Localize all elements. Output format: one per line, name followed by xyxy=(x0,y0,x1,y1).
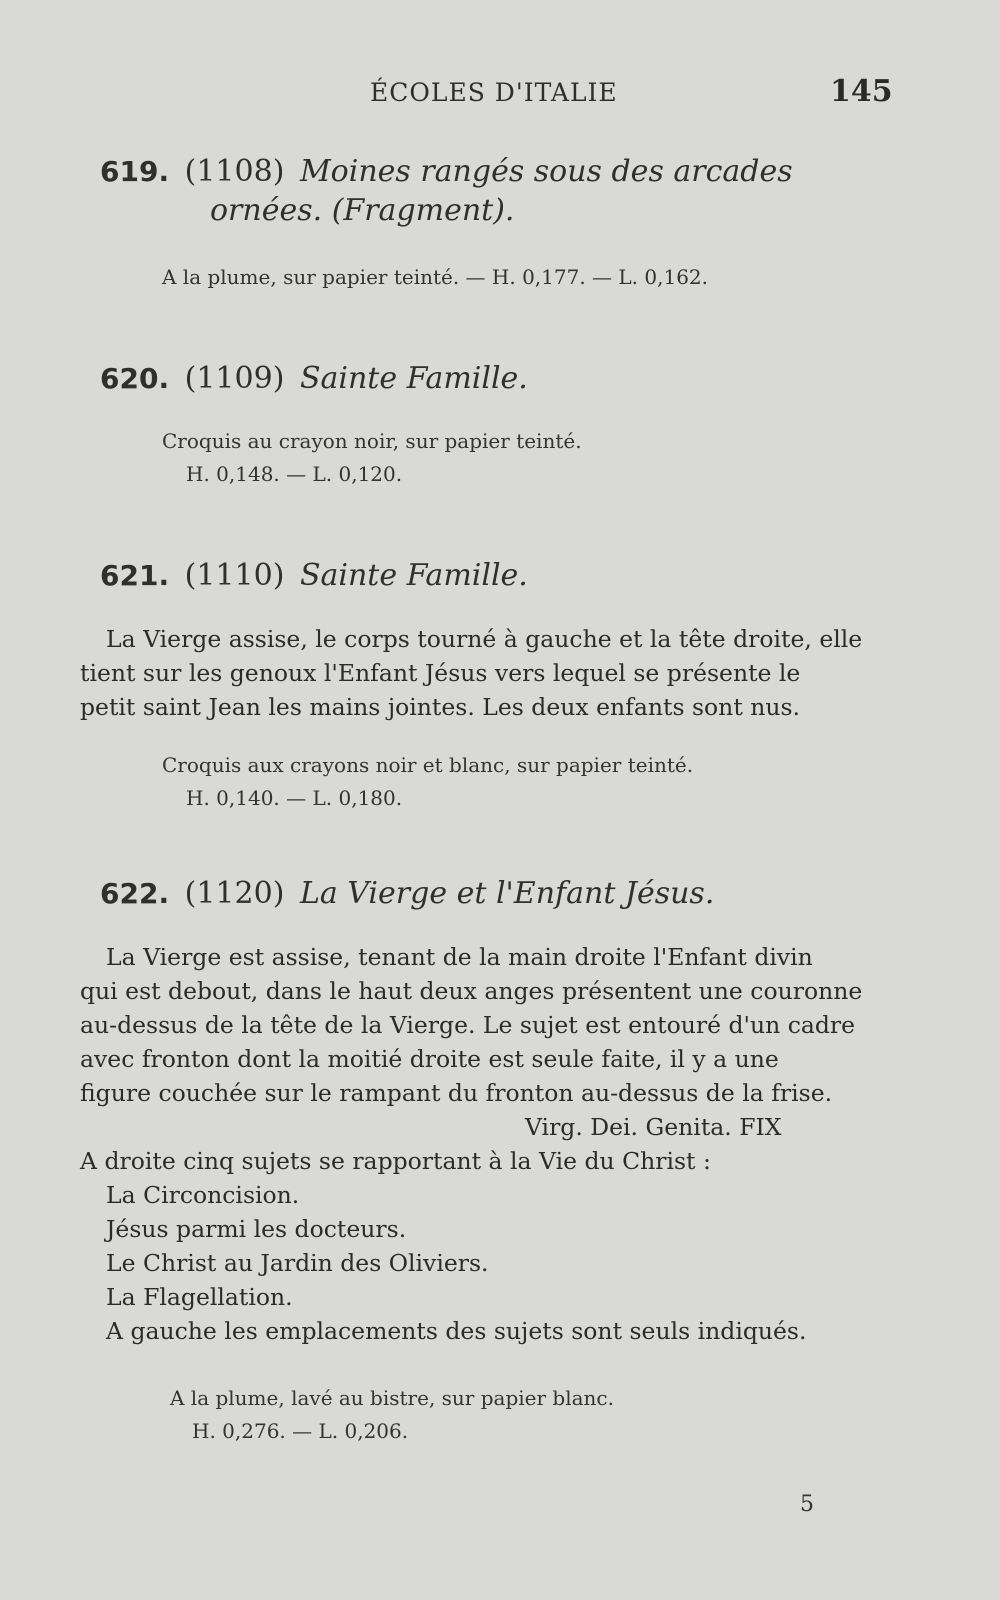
entry-number: 619. xyxy=(100,155,170,188)
description-line: A droite cinq sujets se rapportant à la Vie du Christ : xyxy=(80,1147,711,1175)
entry-619-technique: A la plume, sur papier teinté. — H. 0,177. — L. 0,162. xyxy=(162,265,709,289)
entry-ref: (1120) xyxy=(184,876,285,911)
inscription-line: Virg. Dei. Genita. FIX xyxy=(525,1113,782,1141)
running-title: ÉCOLES D'ITALIE xyxy=(370,78,618,107)
entry-622-technique: A la plume, lavé au bistre, sur papier blanc. xyxy=(170,1386,614,1410)
entry-621-technique: Croquis aux crayons noir et blanc, sur papier teinté. xyxy=(162,753,694,777)
description-line: qui est debout, dans le haut deux anges présentent une couronne xyxy=(80,977,863,1005)
entry-number: 620. xyxy=(100,362,170,395)
running-head xyxy=(0,74,1000,118)
page-number: 145 xyxy=(830,74,893,109)
entry-622-heading xyxy=(100,870,714,918)
entry-621-description xyxy=(80,622,880,724)
entry-619-heading xyxy=(100,148,793,196)
entry-ref: (1110) xyxy=(184,558,285,593)
entry-title: Sainte Famille. xyxy=(299,361,528,396)
entry-620-heading xyxy=(100,355,528,403)
subject-item: La Flagellation. xyxy=(106,1283,293,1311)
entry-620-technique: Croquis au crayon noir, sur papier teinté. xyxy=(162,429,582,453)
entry-ref: (1108) xyxy=(184,154,285,189)
entry-title: Moines rangés sous des arcades xyxy=(299,154,793,189)
entry-622-description xyxy=(80,940,880,1348)
subject-item: Le Christ au Jardin des Oliviers. xyxy=(106,1249,489,1277)
entry-620-dimensions: H. 0,148. — L. 0,120. xyxy=(186,462,403,486)
entry-title: Sainte Famille. xyxy=(299,558,528,593)
entry-622-dimensions: H. 0,276. — L. 0,206. xyxy=(192,1419,409,1443)
entry-number: 622. xyxy=(100,877,170,910)
entry-619-title-cont: ornées. (Fragment). xyxy=(210,193,515,228)
entry-number: 621. xyxy=(100,559,170,592)
entry-621-dimensions: H. 0,140. — L. 0,180. xyxy=(186,786,403,810)
description-line: figure couchée sur le rampant du fronton au-dessus de la frise. xyxy=(80,1079,833,1107)
description-line: petit saint Jean les mains jointes. Les deux enfants sont nus. xyxy=(80,693,801,721)
subject-item: Jésus parmi les docteurs. xyxy=(106,1215,407,1243)
description-line: tient sur les genoux l'Enfant Jésus vers lequel se présente le xyxy=(80,659,801,687)
description-line: avec fronton dont la moitié droite est seule faite, il y a une xyxy=(80,1045,779,1073)
description-line: La Vierge assise, le corps tourné à gauche et la tête droite, elle xyxy=(106,625,863,653)
entry-title: La Vierge et l'Enfant Jésus. xyxy=(299,876,715,911)
description-line: A gauche les emplacements des sujets sont seuls indiqués. xyxy=(106,1317,807,1345)
signature-mark: 5 xyxy=(800,1492,814,1517)
entry-621-heading xyxy=(100,552,528,600)
subject-item: La Circoncision. xyxy=(106,1181,300,1209)
entry-ref: (1109) xyxy=(184,361,285,396)
description-line: La Vierge est assise, tenant de la main droite l'Enfant divin xyxy=(106,943,813,971)
description-line: au-dessus de la tête de la Vierge. Le sujet est entouré d'un cadre xyxy=(80,1011,856,1039)
